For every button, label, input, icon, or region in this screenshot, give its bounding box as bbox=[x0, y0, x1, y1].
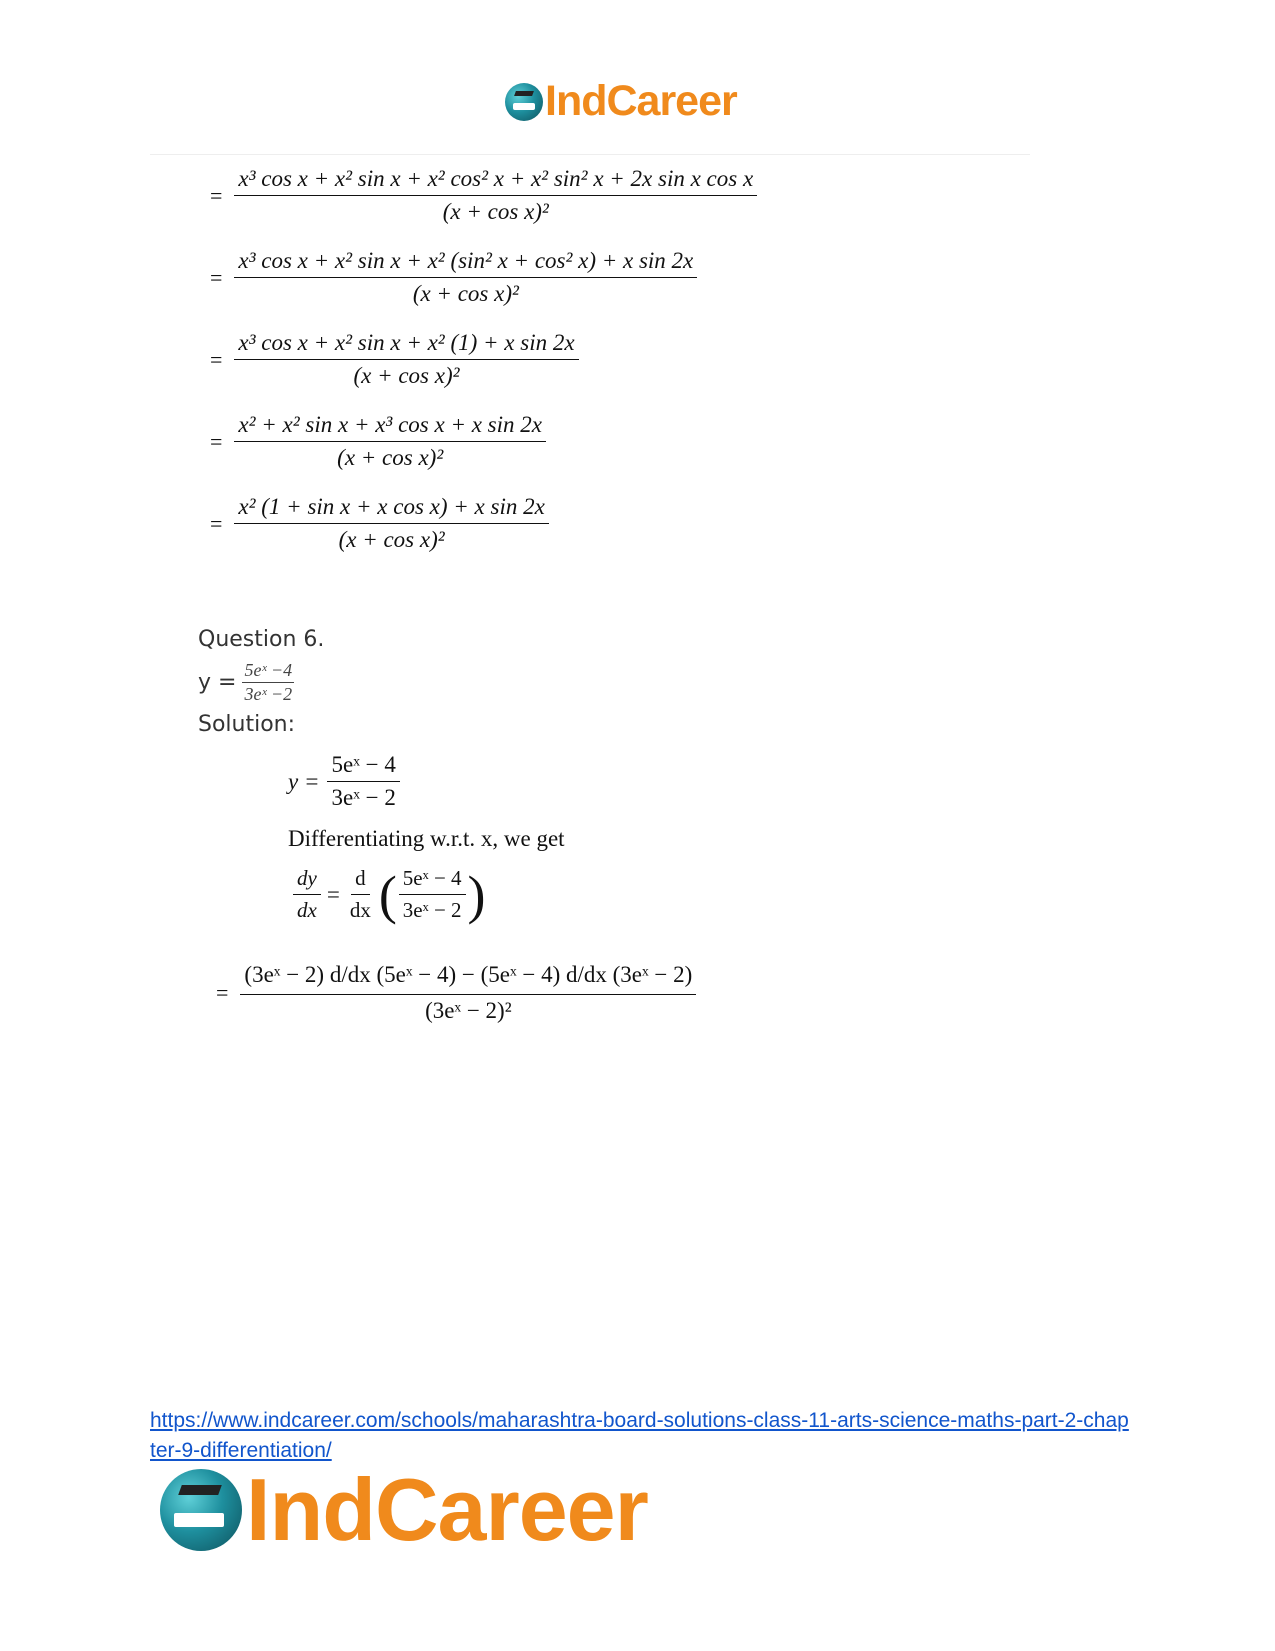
question-equation bbox=[198, 660, 294, 705]
header-logo-text: IndCareer bbox=[545, 77, 737, 125]
numerator: x³ cos x + x² sin x + x² (1) + x sin 2x bbox=[234, 330, 578, 360]
footer-logo bbox=[160, 1460, 648, 1559]
left-paren: ( bbox=[378, 864, 397, 925]
right-paren: ) bbox=[467, 864, 486, 925]
denominator: 3eˣ − 2 bbox=[331, 785, 396, 810]
denominator: 3eˣ −2 bbox=[244, 684, 293, 704]
footer-logo-text: IndCareer bbox=[246, 1460, 648, 1559]
numerator: 5eˣ − 4 bbox=[327, 752, 399, 782]
expression-row-4 bbox=[210, 412, 546, 471]
question-fraction bbox=[242, 660, 294, 705]
differentiating-text: Differentiating w.r.t. x, we get bbox=[288, 826, 565, 851]
equals-sign: = bbox=[210, 264, 223, 290]
denominator: (x + cos x)² bbox=[337, 445, 444, 470]
inner-fraction bbox=[399, 866, 466, 923]
dx: dx bbox=[297, 898, 317, 922]
fraction bbox=[234, 412, 546, 471]
numerator: x³ cos x + x² sin x + x² (sin² x + cos² x) + x sin 2x bbox=[234, 248, 697, 278]
dx: dx bbox=[349, 898, 371, 922]
expression-row-1 bbox=[210, 166, 757, 225]
header-divider bbox=[150, 154, 1030, 155]
d-dx-operator bbox=[346, 866, 375, 923]
equals-sign: = bbox=[210, 510, 223, 536]
equals-sign: = bbox=[210, 428, 223, 454]
fraction bbox=[234, 330, 578, 389]
header-logo bbox=[505, 77, 737, 125]
y-equals-label: y = bbox=[198, 670, 237, 695]
expression-row-2 bbox=[210, 248, 697, 307]
equals-sign: = bbox=[210, 182, 223, 208]
solution-fraction bbox=[327, 752, 399, 811]
y-equals-label: y = bbox=[288, 768, 320, 794]
numerator: x³ cos x + x² sin x + x² cos² x + x² sin² x + 2x sin x cos x bbox=[234, 166, 757, 196]
denominator: (x + cos x)² bbox=[442, 199, 549, 224]
solution-y-equation bbox=[288, 752, 400, 811]
fraction bbox=[234, 166, 757, 225]
d: d bbox=[351, 866, 370, 895]
globe-book-icon bbox=[160, 1469, 242, 1551]
source-link[interactable]: https://www.indcareer.com/schools/maharashtra-board-solutions-class-11-arts-science-maths-part-2-chapter-9-differentiation/ bbox=[150, 1409, 1129, 1462]
denominator: 3eˣ − 2 bbox=[402, 898, 462, 922]
expression-row-5 bbox=[210, 494, 549, 553]
solution-label: Solution: bbox=[198, 712, 296, 737]
numerator: x² (1 + sin x + x cos x) + x sin 2x bbox=[234, 494, 548, 524]
fraction bbox=[234, 248, 697, 307]
denominator: (x + cos x)² bbox=[338, 527, 445, 552]
numerator: x² + x² sin x + x³ cos x + x sin 2x bbox=[234, 412, 546, 442]
derivative-equation bbox=[293, 866, 486, 923]
final-fraction bbox=[240, 962, 696, 1024]
denominator: (3eˣ − 2)² bbox=[425, 998, 512, 1023]
equals-sign: = bbox=[326, 881, 340, 907]
dy: dy bbox=[293, 866, 321, 895]
fraction bbox=[234, 494, 548, 553]
dy-dx-fraction bbox=[293, 866, 321, 923]
globe-book-icon bbox=[505, 83, 543, 121]
equals-sign: = bbox=[210, 346, 223, 372]
final-expression bbox=[216, 962, 696, 1024]
denominator: (x + cos x)² bbox=[353, 363, 460, 388]
denominator: (x + cos x)² bbox=[412, 281, 519, 306]
expression-row-3 bbox=[210, 330, 579, 389]
numerator: 5eˣ −4 bbox=[242, 660, 294, 683]
equals-sign: = bbox=[216, 980, 229, 1005]
numerator: 5eˣ − 4 bbox=[399, 866, 466, 895]
question-title: Question 6. bbox=[198, 627, 325, 652]
numerator: (3eˣ − 2) d/dx (5eˣ − 4) − (5eˣ − 4) d/dx (3eˣ − 2) bbox=[240, 962, 696, 995]
